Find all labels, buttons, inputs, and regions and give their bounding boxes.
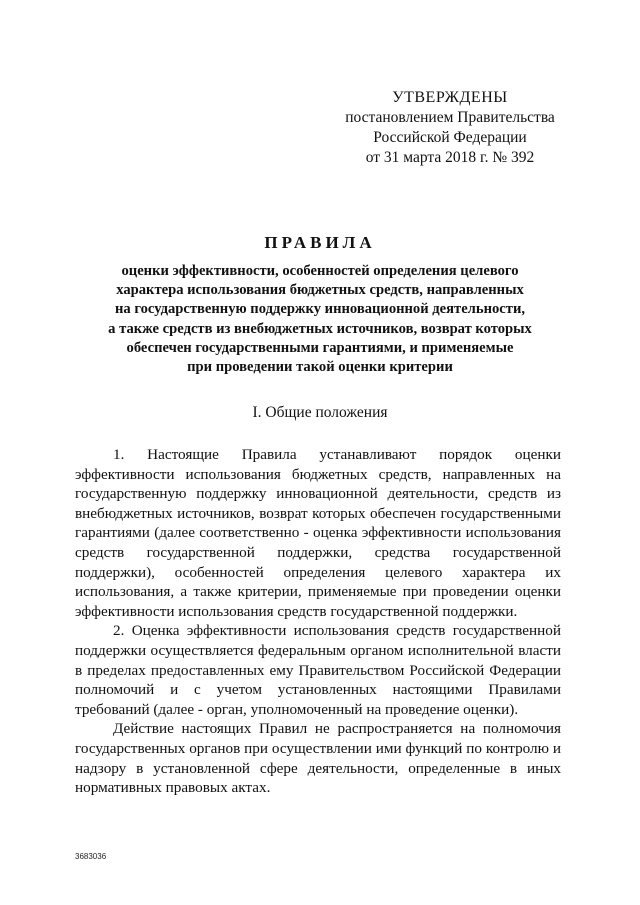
document-title: ПРАВИЛА: [264, 233, 376, 252]
approval-line-3: от 31 марта 2018 г. № 392: [365, 149, 535, 166]
approval-line-2: Российской Федерации: [373, 129, 527, 146]
document-number: 3683036: [75, 852, 107, 861]
section-heading: I. Общие положения: [252, 404, 388, 421]
approval-line-1: постановлением Правительства: [345, 109, 555, 126]
subtitle-line: обеспечен государственными гарантиями, и применяемые: [126, 339, 514, 356]
approval-stamp: [340, 88, 560, 168]
subtitle-line: характера использования бюджетных средств, направленных: [116, 282, 524, 299]
subtitle-line: на государственную поддержку инновационной деятельности,: [115, 301, 525, 318]
document-subtitle: [70, 262, 570, 377]
subtitle-line: а также средств из внебюджетных источников, возврат которых: [108, 320, 532, 337]
subtitle-line: при проведении такой оценки критерии: [187, 359, 453, 376]
paragraph-2: 2. Оценка эффективности использования средств государственной поддержки осуществляется федеральным органом исполнительной власти в пределах предоставленных ему Правительством Российской Федерации полномочий и с учетом установленных настоящими Правилами требований (далее - орган, уполномоченный на проведение оценки).: [75, 622, 561, 718]
paragraph-1: 1. Настоящие Правила устанавливают порядок оценки эффективности использования бюджетных средств, направленных на государственную поддержку инновационной деятельности, средств из внебюджетных источников, возврат которых обеспечен государственными гарантиями (далее соответственно - оценка эффективности использования средств государственной поддержки, средства государственной поддержки), особенностей определения целевого характера их использования, а также критерии, применяемые при проведении оценки эффективности использования средств государственной поддержки.: [75, 446, 561, 620]
approval-heading: УТВЕРЖДЕНЫ: [392, 89, 508, 106]
body-text: [75, 445, 561, 798]
paragraph-3: Действие настоящих Правил не распространяется на полномочия государственных органов при осуществлении ими функций по контролю и надзору в установленной сфере деятельности, определенные в иных нормативных правовых актах.: [75, 720, 561, 797]
subtitle-line: оценки эффективности, особенностей определения целевого: [121, 263, 519, 279]
